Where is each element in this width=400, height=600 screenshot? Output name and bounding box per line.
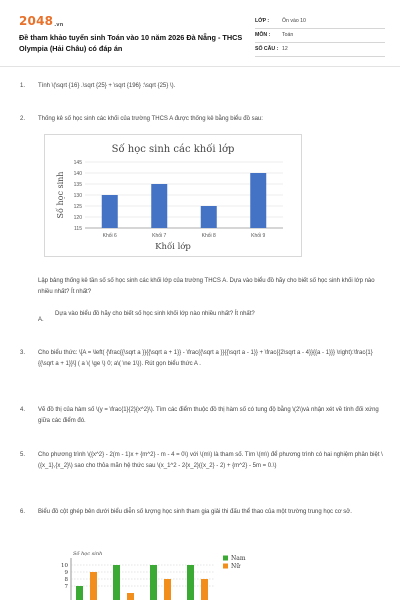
sports-participation-chart xyxy=(55,545,285,600)
bar xyxy=(201,206,217,228)
bar-nu xyxy=(164,579,171,600)
bar-nam xyxy=(187,565,194,600)
y-tick-label: 10 xyxy=(61,563,68,569)
question-number: 1. xyxy=(20,83,26,89)
y-tick-label: 125 xyxy=(73,204,82,210)
y-tick-label: 130 xyxy=(73,193,82,199)
question-number: 5. xyxy=(20,452,26,458)
y-tick-label: 145 xyxy=(73,160,82,166)
question-text: Cho phương trình \({x^2} - 2(m - 1)x + {m^2} - m - 4 = 0\) với \(m\) là tham số. Tìm \(m\) để phương trình có hai nghiệm phân biệt \({x_1},{x_2}\) sao cho thỏa mãn hệ thức sau \(x_1^2 - 2{x_2}({x_2} - 2) + {m^2} - 5m = 0.\) xyxy=(38,452,383,469)
legend-swatch xyxy=(223,564,228,569)
bar-nu xyxy=(90,572,97,600)
bar-nam xyxy=(113,565,120,600)
question-number: 4. xyxy=(20,407,26,413)
bar xyxy=(102,195,118,228)
meta-key: LỚP : xyxy=(255,18,270,24)
y-tick-label: 8 xyxy=(64,577,68,583)
question-number: 2. xyxy=(20,116,26,122)
question-text: Tính \(\sqrt {16} .\sqrt {25} + \sqrt {196} :\sqrt {25} \). xyxy=(38,83,176,89)
y-tick-label: 140 xyxy=(73,171,82,177)
question-text: Biểu đồ cột ghép bên dưới biểu diễn số lượng học sinh tham gia giải thi đấu thể thao của một trường trung học cơ sở. xyxy=(38,509,352,515)
y-tick-label: 120 xyxy=(73,215,82,221)
question-text: Cho biểu thức: \[A = \left( {\frac{{\sqrt a }}{{\sqrt a + 1}} - \frac{{\sqrt a }}{{\sqrt a - 1}} + \frac{{2\sqrt a - 4}}{{a - 1}}} \right):\frac{1}{{\sqrt a + 1}}\] ( a \( \ge \) 0; a\( \ne 1\)). Rút gọn biểu thức A . xyxy=(38,350,373,367)
legend-label: Nam xyxy=(231,555,246,562)
x-axis-label: Khối lớp xyxy=(155,242,191,252)
student-count-chart xyxy=(44,134,302,257)
header-divider xyxy=(0,66,400,67)
y-tick-label: 7 xyxy=(64,584,68,590)
document-header xyxy=(0,0,400,66)
bar-nam xyxy=(76,586,83,600)
bar xyxy=(151,184,167,228)
chart-title: Số học sinh các khối lớp xyxy=(111,144,235,155)
meta-key: MÔN : xyxy=(255,32,271,38)
legend-label: Nữ xyxy=(231,563,241,570)
meta-count-row xyxy=(255,43,385,57)
bar-nu xyxy=(127,593,134,600)
question-text: Vẽ đồ thị của hàm số \(y = \frac{1}{2}{x^2}\). Tìm các điểm thuộc đồ thị hàm số có tung độ bằng \(2\)và nhận xét về tính đối xứng giữa các điểm đó. xyxy=(38,407,379,424)
x-tick-label: Khối 9 xyxy=(251,233,266,239)
y-axis-label: Số học sinh xyxy=(56,171,65,219)
meta-value: Ôn vào 10 xyxy=(282,18,306,24)
y-tick-label: 135 xyxy=(73,182,82,188)
question-text: Thống kê số học sinh các khối của trường THCS A được thống kê bằng biểu đồ sau: xyxy=(38,116,263,122)
meta-value: Toán xyxy=(282,32,294,38)
site-logo[interactable]: 2048.vn xyxy=(19,14,64,28)
x-tick-label: Khối 7 xyxy=(152,233,167,239)
meta-key: SỐ CÂU : xyxy=(255,46,279,52)
x-tick-label: Khối 6 xyxy=(102,233,117,239)
bar xyxy=(250,173,266,228)
student-count-chart-svg xyxy=(45,135,301,256)
meta-class-row xyxy=(255,15,385,29)
y-tick-label: 115 xyxy=(74,226,82,232)
meta-subject-row xyxy=(255,29,385,43)
question-number: 6. xyxy=(20,509,26,515)
bar-nam xyxy=(150,565,157,600)
y-axis-label: Số học sinh xyxy=(73,551,103,557)
x-tick-label: Khối 8 xyxy=(201,233,216,239)
meta-value: 12 xyxy=(282,46,288,52)
sports-participation-chart-svg xyxy=(55,545,285,600)
bar-nu xyxy=(201,579,208,600)
answer-text: Dựa vào biểu đồ hãy cho biết số học sinh khối lớp nào nhiều nhất? Ít nhất? xyxy=(55,311,255,317)
document-meta xyxy=(255,15,385,57)
legend-swatch xyxy=(223,556,228,561)
document-title: Đề tham khảo tuyển sinh Toán vào 10 năm 2026 Đà Nẵng - THCS Olympia (Hải Châu) có đáp án xyxy=(19,33,243,53)
question-number: 3. xyxy=(20,350,26,356)
y-tick-label: 9 xyxy=(64,570,68,576)
answer-label: A. xyxy=(38,317,44,323)
question-text: Lập bảng thống kê tần số số học sinh các khối lớp của trường THCS A. Dựa vào biểu đồ hãy cho biết số học sinh khối lớp nào nhiều nhất? Ít nhất? xyxy=(38,278,375,295)
